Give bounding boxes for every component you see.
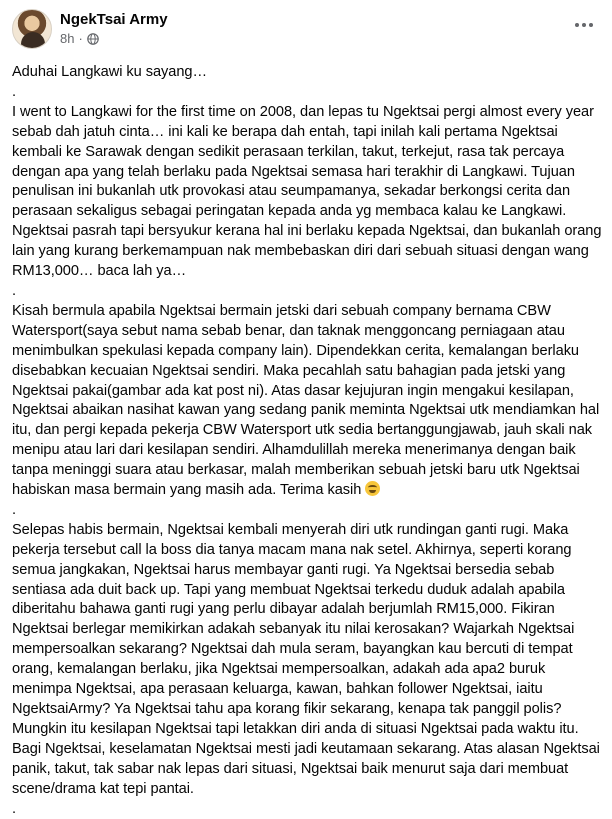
post-paragraph: Aduhai Langkawi ku sayang…	[12, 64, 208, 80]
post-paragraph: .	[12, 800, 17, 817]
post-meta	[60, 9, 168, 47]
post-paragraph: .	[12, 501, 17, 518]
globe-icon	[87, 33, 99, 45]
grinning-sweat-emoji-icon	[365, 481, 380, 496]
separator-dot: ·	[78, 31, 83, 46]
page-name-link[interactable]: NgekTsai Army	[60, 11, 168, 28]
post-paragraph: .	[12, 282, 17, 299]
post-timestamp[interactable]: 8h	[60, 31, 75, 46]
post-paragraph-text: Kisah bermula apabila Ngektsai bermain jetski dari sebuah company bernama CBW Watersport(saya sebut nama sebab benar, dan taknak menggoncang perniagaan atau menimbulkan spekulasi kepada company lain). Dipendekkan cerita, kemalangan berlaku disebabkan kecuaian Ngektsai sendiri. Maka pecahlah satu bahagian pada jetski yang Ngektsai pakai(gambar ada kat post ni). Atas dasar kejujuran ingin mengakui kesilapan, Ngektsai abaikan nasihat kawan yang sedang panik meminta Ngektsai utk mendiamkan hal itu, dan pergi kepada pekerja CBW Watersport utk sedia bertanggungjawab, jauh skali nak menipu atau lari dari kesilapan sendiri. Alhamdulillah mereka menerimanya dengan baik tanpa meninggi suara atau berkasar, malah memberikan sebuah jetski baru utk Ngektsai habiskan masa bermain yang masih ada. Terima kasih	[12, 302, 600, 499]
post-paragraph: .	[12, 83, 17, 100]
page-avatar[interactable]	[12, 9, 52, 49]
post-paragraph: Selepas habis bermain, Ngektsai kembali menyerah diri utk rundingan ganti rugi. Maka pekerja tersebut call la boss dia tanya macam mana nak setel. Akhirnya, seperti korang semua jangkakan, Ngektsai harus membayar ganti rugi. Ya Ngektsai bersedia sebab sentiasa ada duit back up. Tapi yang membuat Ngektsai terkedu duduk adalah apabila diberitahu bahawa ganti rugi yang perlu dibayar adalah berjumlah RM15,000. Fikiran Ngektsai berlegar memikirkan adakah sebanyak itu nilai kerosakan? Wajarkah Ngektsai mempersoalkan sekarang? Ngektsai dah mula seram, bayangkan kau bercuti di tempat orang, kemalangan berlaku, jika Ngektsai mempersoalkan, adakah ada apa2 buruk menimpa Ngektsai, apa perasaan keluarga, kawan, bahkan follower Ngektsai, iaitu NgektsaiArmy? Ya Ngektsai tahu apa korang fikir sekarang, kenapa tak panggil polis? Mungkin itu kesilapan Ngektsai tapi letakkan diri anda di situasi Ngektsai pada waktu itu. Bagi Ngektsai, keselamatan Ngektsai mesti jadi keutamaan sekarang. Atas alasan Ngektsai panik, takut, tak sabar nak lepas dari situasi, Ngektsai baik menurut saja dari membuat scene/drama kat tepi pantai.	[12, 521, 600, 797]
post-paragraph	[12, 302, 602, 501]
post-paragraph: I went to Langkawi for the first time on 2008, dan lepas tu Ngektsai pergi almost every year sebab dah jatuh cinta… ini kali ke berapa dah entah, tapi inilah kali pertama Ngektsai kembali ke Sarawak dengan sedikit perasaan terkilan, takut, terkejut, rasa tak percaya dengan apa yang telah berlaku pada Ngektsai semasa hari terakhir di Langkawi. Tujuan penulisan ini bukanlah utk provokasi atau seumpamanya, sekadar berkongsi cerita dan perasaan sekaligus sebagai peringatan kepada anda yg membaca kalau ke Langkawi. Ngektsai pasrah tapi bersyukur kerana hal ini berlaku kepada Ngektsai, dan bukanlah orang lain yang kurang berkemampuan nak membebaskan diri dari sebuah situasi dengan wang RM13,000… baca lah ya…	[12, 103, 602, 280]
more-options-icon[interactable]	[572, 13, 596, 37]
post-text	[12, 63, 602, 819]
post-header	[12, 9, 600, 57]
post-subline	[60, 30, 168, 47]
